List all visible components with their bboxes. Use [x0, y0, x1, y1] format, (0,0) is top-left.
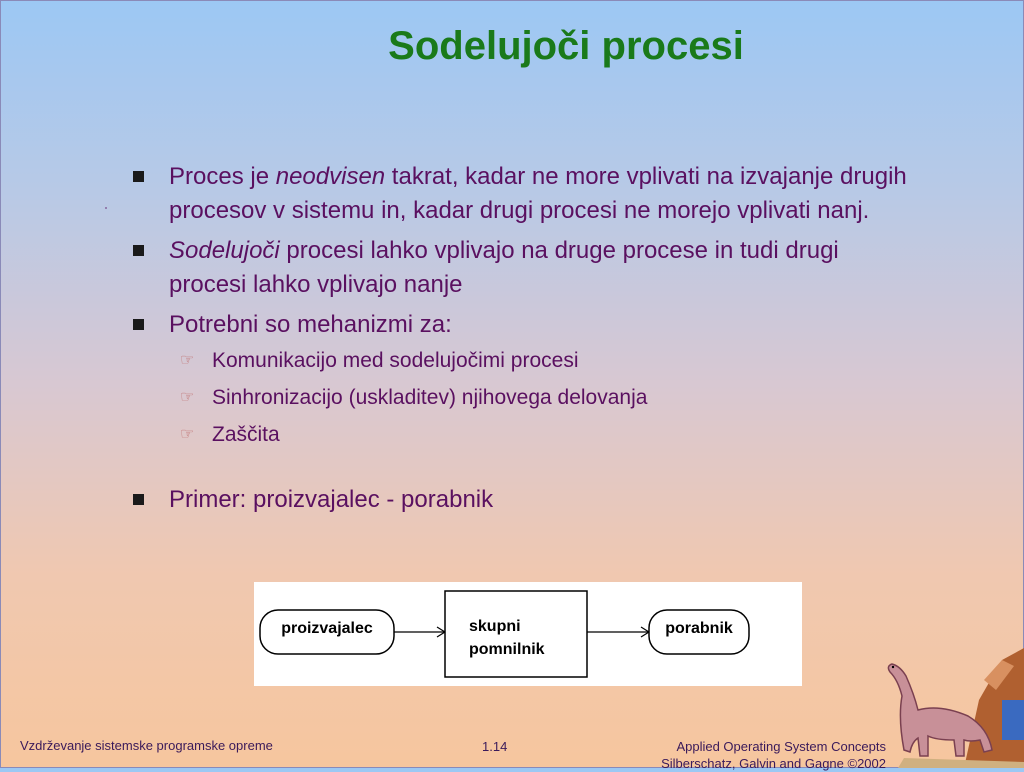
- consumer-label: porabnik: [665, 620, 733, 637]
- slide-title: Sodelujoči procesi: [388, 24, 744, 68]
- bullet-text-pre: Proces je: [169, 163, 276, 190]
- bullet-text: Primer: proizvajalec - porabnik: [169, 486, 494, 513]
- footer-authors: Silberschatz, Galvin and Gagne ©2002: [661, 756, 886, 771]
- diagram-svg: [254, 582, 802, 686]
- bullet-text-em: neodvisen: [275, 163, 386, 190]
- sub-bullet-item: [130, 379, 910, 416]
- bullet-text-em: Sodelujoči: [169, 237, 280, 264]
- pointing-hand-icon: ☞: [180, 426, 195, 443]
- bullet-list: [130, 160, 910, 523]
- bullet-item: [130, 308, 910, 342]
- bullet-text-post: procesi lahko vplivajo na druge procese in tudi drugi procesi lahko vplivajo nanje: [169, 237, 839, 298]
- stray-mark: [105, 207, 107, 209]
- square-bullet-icon: [133, 319, 144, 330]
- bullet-text-post: takrat, kadar ne more vplivati na izvajanje drugih procesov v sistemu in, kadar drugi procesi ne morejo vplivati nanj.: [169, 163, 907, 224]
- footer-course: Vzdrževanje sistemske programske opreme: [20, 738, 273, 753]
- square-bullet-icon: [133, 494, 144, 505]
- bullet-item: [130, 483, 910, 517]
- sub-bullet-text: Zaščita: [212, 423, 280, 446]
- buffer-label-line1: skupni: [469, 618, 521, 635]
- footer-credits: [620, 738, 886, 772]
- square-bullet-icon: [133, 245, 144, 256]
- producer-consumer-diagram: [254, 582, 802, 686]
- bullet-item: [130, 234, 910, 302]
- sub-bullet-item: [130, 416, 910, 453]
- footer-book-title: Applied Operating System Concepts: [676, 739, 886, 754]
- bullet-text: Potrebni so mehanizmi za:: [169, 311, 452, 338]
- buffer-label-line2: pomnilnik: [469, 641, 545, 658]
- sub-bullet-text: Sinhronizacijo (uskladitev) njihovega delovanja: [212, 386, 648, 409]
- producer-label: proizvajalec: [281, 620, 373, 637]
- bullet-item: [130, 160, 910, 228]
- dinosaur-icon: [884, 640, 1024, 768]
- square-bullet-icon: [133, 171, 144, 182]
- pointing-hand-icon: ☞: [180, 389, 195, 406]
- water-shape: [1002, 700, 1024, 740]
- footer-page-number: 1.14: [482, 739, 508, 754]
- sub-bullet-text: Komunikacijo med sodelujočimi procesi: [212, 349, 579, 372]
- sub-bullet-item: [130, 342, 910, 379]
- pointing-hand-icon: ☞: [180, 352, 195, 369]
